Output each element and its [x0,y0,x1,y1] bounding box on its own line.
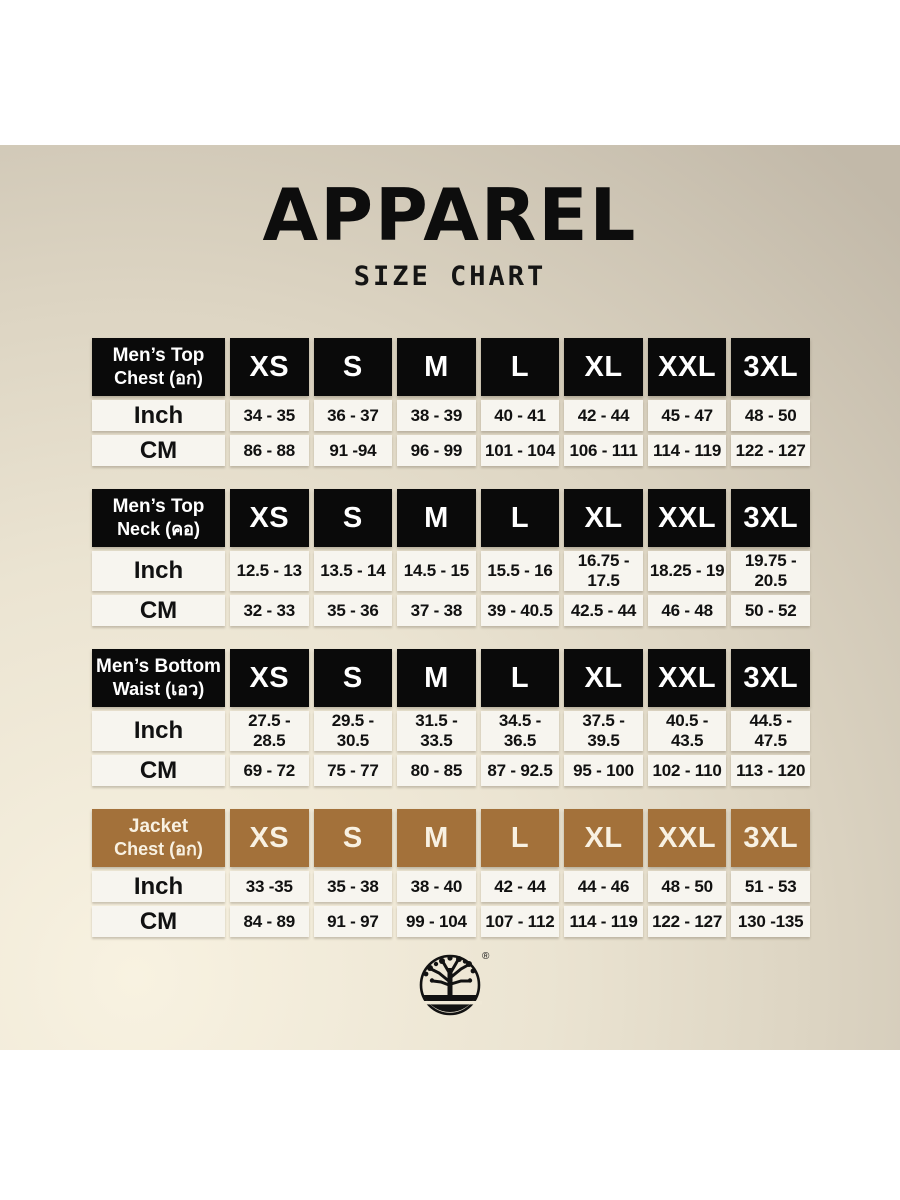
inch-value: 38 - 40 [397,871,476,902]
inch-value: 14.5 - 15 [397,551,476,591]
size-header-l: L [481,809,560,867]
cm-value: 75 - 77 [314,755,393,786]
cm-row [92,906,810,937]
size-header-s: S [314,649,393,707]
inch-value: 34.5 - 36.5 [481,711,560,751]
inch-value: 19.75 - 20.5 [731,551,810,591]
table-title-cell [92,649,225,707]
inch-label: Inch [92,711,225,751]
inch-value: 13.5 - 14 [314,551,393,591]
inch-label: Inch [92,551,225,591]
size-table-jacket-chest [87,805,815,941]
size-header-m: M [397,809,476,867]
inch-value: 40.5 - 43.5 [648,711,727,751]
cm-value: 69 - 72 [230,755,309,786]
size-header-3xl: 3XL [731,649,810,707]
cm-value: 114 - 119 [564,906,643,937]
size-header-xxl: XXL [648,809,727,867]
cm-value: 80 - 85 [397,755,476,786]
size-header-xs: XS [230,649,309,707]
page-subtitle: SIZE CHART [353,261,547,292]
cm-value: 122 - 127 [731,435,810,466]
cm-value: 87 - 92.5 [481,755,560,786]
inch-label: Inch [92,871,225,902]
header-row-mens-top-chest [92,338,810,396]
cm-value: 122 - 127 [648,906,727,937]
size-header-3xl: 3XL [731,338,810,396]
table-title-line1: Men’s Top [112,495,205,517]
header-row-mens-bottom-waist [92,649,810,707]
size-table-mens-top-neck [87,485,815,630]
inch-value: 18.25 - 19 [648,551,727,591]
cm-label: CM [92,906,225,937]
cm-value: 35 - 36 [314,595,393,626]
inch-value: 33 -35 [230,871,309,902]
inch-value: 48 - 50 [648,871,727,902]
inch-value: 31.5 - 33.5 [397,711,476,751]
tree-in-circle-logo [402,943,498,1027]
table-title-line2: Neck (คอ) [117,518,200,539]
table-title-line1: Jacket [128,815,189,837]
cm-value: 37 - 38 [397,595,476,626]
size-header-s: S [314,338,393,396]
table-title-line2: Chest (อก) [114,838,203,859]
table-title-cell [92,338,225,396]
table-title-cell [92,809,225,867]
table-title-line2: Chest (อก) [114,367,203,388]
table-title-line2: Waist (เอว) [112,678,205,699]
size-table-mens-top-chest [87,334,815,470]
inch-value: 29.5 - 30.5 [314,711,393,751]
inch-value: 34 - 35 [230,400,309,431]
size-header-m: M [397,489,476,547]
size-header-l: L [481,489,560,547]
cm-value: 42.5 - 44 [564,595,643,626]
inch-value: 45 - 47 [648,400,727,431]
size-header-xl: XL [564,338,643,396]
inch-row [92,711,810,751]
size-chart-canvas [0,145,900,1050]
header-row-mens-top-neck [92,489,810,547]
size-header-xxl: XXL [648,338,727,396]
cm-value: 96 - 99 [397,435,476,466]
inch-value: 36 - 37 [314,400,393,431]
size-header-xl: XL [564,489,643,547]
size-table-mens-bottom-waist [87,645,815,790]
inch-value: 48 - 50 [731,400,810,431]
inch-value: 42 - 44 [564,400,643,431]
size-header-xs: XS [230,809,309,867]
size-header-s: S [314,809,393,867]
inch-value: 37.5 - 39.5 [564,711,643,751]
inch-value: 15.5 - 16 [481,551,560,591]
cm-value: 107 - 112 [481,906,560,937]
inch-row [92,871,810,902]
table-title-line1: Men’s Top [112,344,205,366]
cm-value: 46 - 48 [648,595,727,626]
size-header-m: M [397,649,476,707]
cm-value: 91 -94 [314,435,393,466]
inch-value: 16.75 - 17.5 [564,551,643,591]
cm-label: CM [92,755,225,786]
cm-value: 130 -135 [731,906,810,937]
cm-value: 39 - 40.5 [481,595,560,626]
cm-value: 113 - 120 [731,755,810,786]
cm-label: CM [92,435,225,466]
size-header-xxl: XXL [648,649,727,707]
title-block [0,145,900,292]
inch-row [92,400,810,431]
size-header-l: L [481,649,560,707]
inch-value: 27.5 - 28.5 [230,711,309,751]
size-header-xl: XL [564,809,643,867]
size-header-l: L [481,338,560,396]
inch-value: 38 - 39 [397,400,476,431]
inch-value: 35 - 38 [314,871,393,902]
size-header-xs: XS [230,489,309,547]
cm-value: 114 - 119 [648,435,727,466]
registered-trademark: ® [482,951,490,962]
size-tables [87,334,815,956]
header-row-jacket-chest [92,809,810,867]
cm-value: 84 - 89 [230,906,309,937]
size-header-s: S [314,489,393,547]
table-title-cell [92,489,225,547]
cm-value: 106 - 111 [564,435,643,466]
size-header-xxl: XXL [648,489,727,547]
brand-tree-icon [402,943,498,1027]
cm-row [92,755,810,786]
cm-label: CM [92,595,225,626]
inch-row [92,551,810,591]
cm-row [92,595,810,626]
cm-value: 32 - 33 [230,595,309,626]
cm-row [92,435,810,466]
cm-value: 102 - 110 [648,755,727,786]
inch-value: 40 - 41 [481,400,560,431]
size-header-m: M [397,338,476,396]
cm-value: 95 - 100 [564,755,643,786]
size-header-xl: XL [564,649,643,707]
inch-value: 51 - 53 [731,871,810,902]
inch-value: 44 - 46 [564,871,643,902]
inch-value: 44.5 - 47.5 [731,711,810,751]
size-header-xs: XS [230,338,309,396]
cm-value: 86 - 88 [230,435,309,466]
cm-value: 101 - 104 [481,435,560,466]
cm-value: 99 - 104 [397,906,476,937]
page-title: APPAREL [262,173,638,257]
cm-value: 50 - 52 [731,595,810,626]
inch-value: 12.5 - 13 [230,551,309,591]
inch-label: Inch [92,400,225,431]
inch-value: 42 - 44 [481,871,560,902]
table-title-line1: Men’s Bottom [96,655,221,677]
cm-value: 91 - 97 [314,906,393,937]
size-header-3xl: 3XL [731,489,810,547]
size-header-3xl: 3XL [731,809,810,867]
